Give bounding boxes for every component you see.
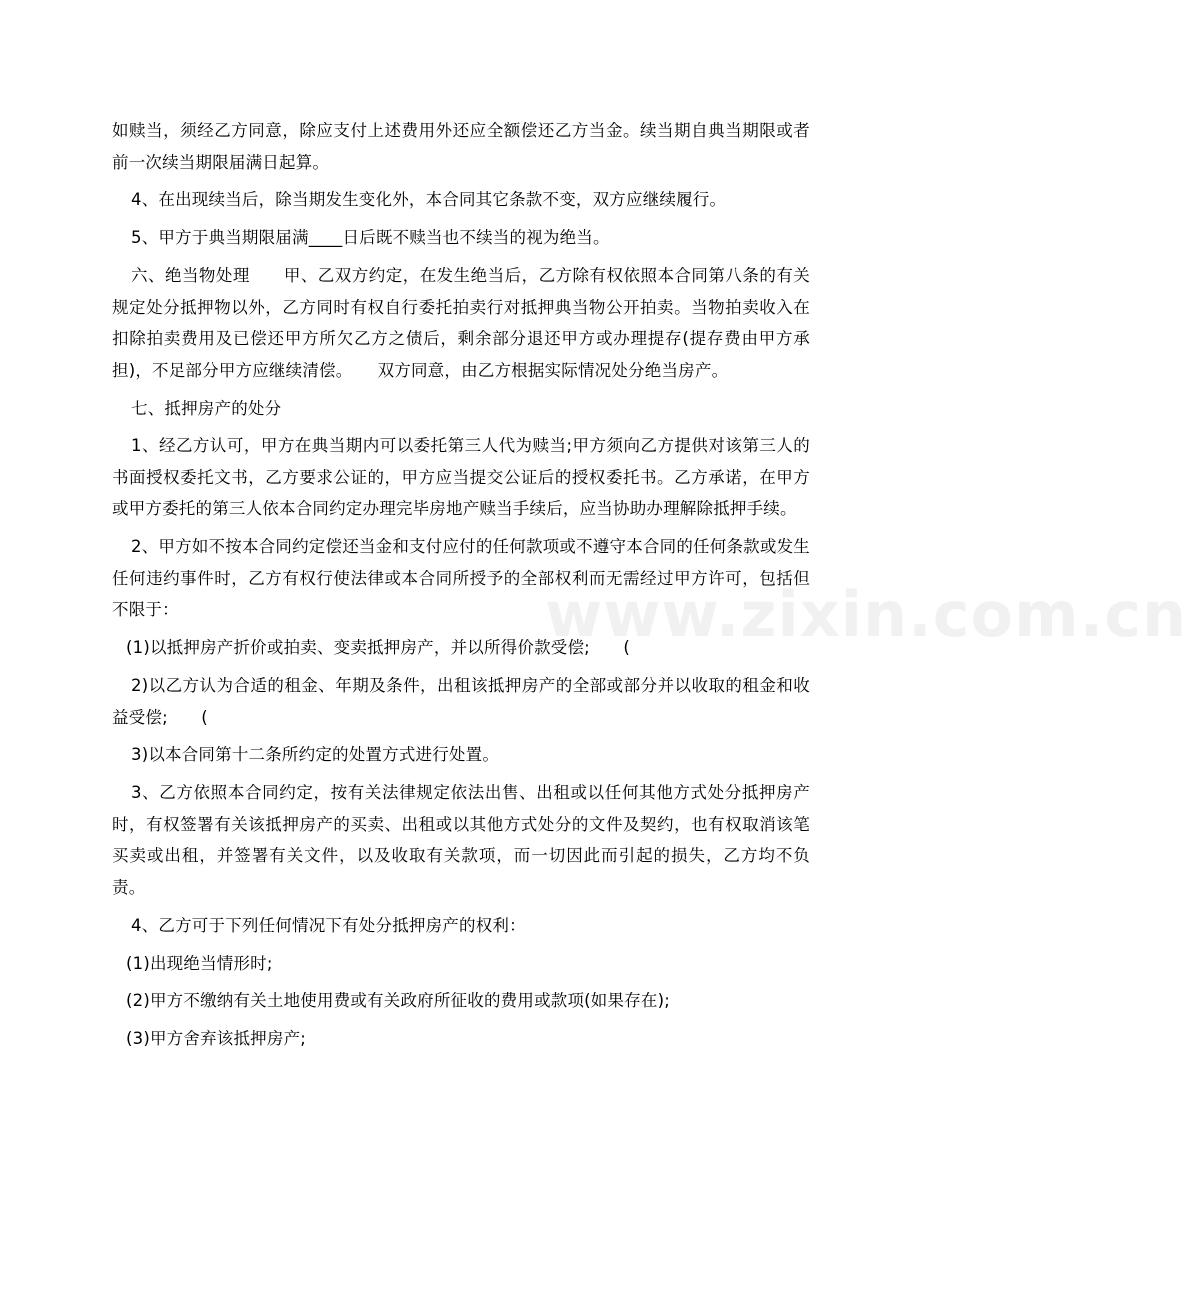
paragraph-section-7-clause-1: 1、经乙方认可，甲方在典当期内可以委托第三人代为赎当;甲方须向乙方提供对该第三人的书面授权委托文书，乙方要求公证的，甲方应当提交公证后的授权委托书。乙方承诺，在甲方或甲方委托的第三人依本合同约定办理完毕房地产赎当手续后，应当协助办理解除抵押手续。 bbox=[112, 436, 810, 519]
paragraph-section-7-clause-3: 3、乙方依照本合同约定，按有关法律规定依法出售、出租或以任何其他方式处分抵押房产时，有权签署有关该抵押房产的买卖、出租或以其他方式处分的文件及契约，也有权取消该笔买卖或出租，并签署有关文件，以及收取有关款项，而一切因此而引起的损失，乙方均不负责。 bbox=[112, 783, 810, 897]
condition-item-3: (3)甲方舍弃该抵押房产; bbox=[126, 1029, 307, 1049]
document-body bbox=[112, 115, 810, 1061]
watermark: www.zixin.com.cn bbox=[545, 578, 1187, 651]
section-7-heading: 七、抵押房产的处分 bbox=[131, 398, 282, 418]
list-item-2: 2)以乙方认为合适的租金、年期及条件，出租该抵押房产的全部或部分并以收取的租金和收益受偿; ( bbox=[112, 676, 810, 727]
paragraph-renewal-clause-4: 4、在出现续当后，除当期发生变化外，本合同其它条款不变，双方应继续履行。 bbox=[131, 190, 727, 210]
paragraph-section-6: 六、绝当物处理 甲、乙双方约定，在发生绝当后，乙方除有权依照本合同第八条的有关规定处分抵押物以外，乙方同时有权自行委托拍卖行对抵押典当物公开拍卖。当物拍卖收入在扣除拍卖费用及已偿还甲方所欠乙方之债后，剩余部分退还甲方或办理提存(提存费由甲方承担)，不足部分甲方应继续清偿。 双方同意，由乙方根据实际情况处分绝当房产。 bbox=[112, 265, 810, 380]
list-item-3: 3)以本合同第十二条所约定的处置方式进行处置。 bbox=[131, 745, 500, 765]
condition-item-2: (2)甲方不缴纳有关土地使用费或有关政府所征收的费用或款项(如果存在); bbox=[126, 991, 671, 1011]
paragraph-redemption-terms: 如赎当，须经乙方同意，除应支付上述费用外还应全额偿还乙方当金。续当期自典当期限或者前一次续当期限届满日起算。 bbox=[112, 121, 810, 172]
paragraph-renewal-clause-5: 5、甲方于典当期限届满____日后既不赎当也不续当的视为绝当。 bbox=[131, 228, 610, 248]
list-item-1: (1)以抵押房产折价或拍卖、变卖抵押房产，并以所得价款受偿; ( bbox=[126, 638, 630, 658]
condition-item-1: (1)出现绝当情形时; bbox=[126, 953, 273, 973]
paragraph-section-7-clause-2: 2、甲方如不按本合同约定偿还当金和支付应付的任何款项或不遵守本合同的任何条款或发生任何违约事件时，乙方有权行使法律或本合同所授予的全部权利而无需经过甲方许可，包括但不限于： bbox=[112, 537, 810, 620]
paragraph-section-7-clause-4: 4、乙方可于下列任何情况下有处分抵押房产的权利： bbox=[131, 915, 526, 935]
